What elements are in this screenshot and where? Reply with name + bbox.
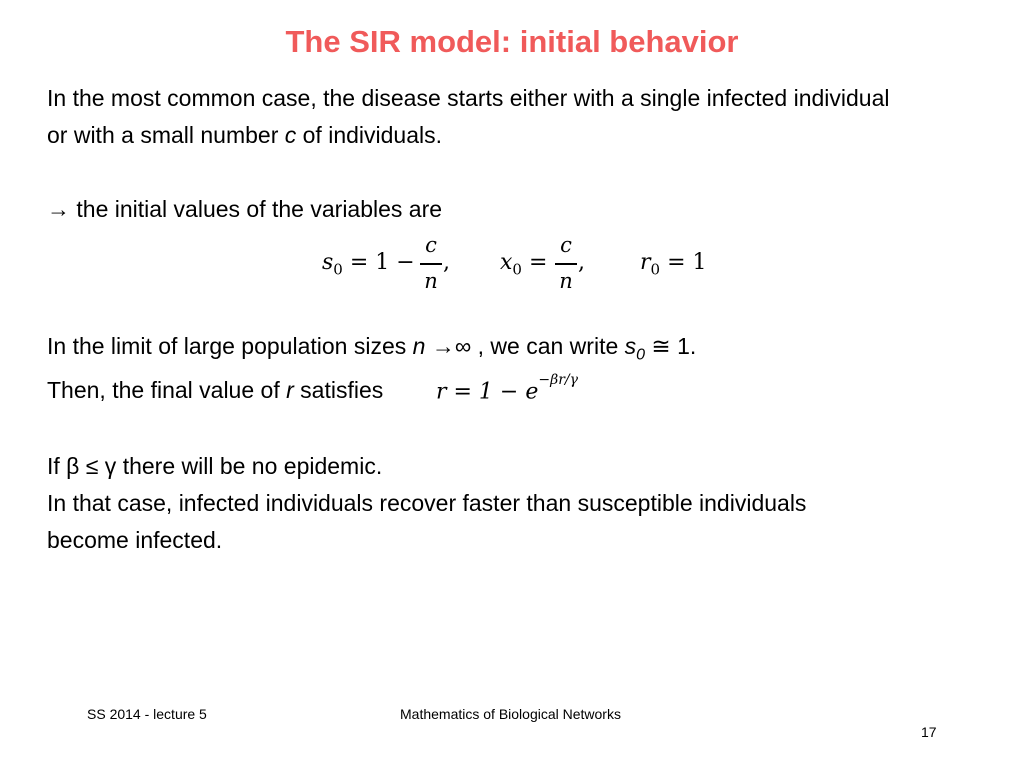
eq1-fraction-bar [420,263,442,265]
variable-n: n [412,333,426,359]
footer-course: Mathematics of Biological Networks [400,706,621,722]
intro-line-1: In the most common case, the disease starts either with a single infected individual [47,85,890,111]
slide-title: The SIR model: initial behavior [285,24,739,59]
eq1-comma: , [443,250,450,275]
eq2-comma: , [578,250,585,275]
equation-r0: $r_0 = 1$ [640,250,707,279]
eq2-lhs: $x_0$ = [500,250,548,279]
variable-c: c [284,122,297,148]
eq2-fraction-bar [555,263,577,265]
eq1-denominator: n [424,269,438,293]
page-number: 17 [921,724,937,740]
eq1-numerator: c [425,233,437,257]
eq2-denominator: n [559,269,573,293]
intro-line-2 [47,117,442,154]
limit-line: In the limit of large population sizes n →∞ , we can write $s_0$ ≅ 1. [47,333,697,364]
final-equation-exponent: −βr/γ [538,372,578,388]
eq2-numerator: c [560,233,572,257]
initial-values-line: → the initial values of the variables are [47,196,443,222]
case-line-2: become infected. [47,527,223,553]
case-line-1: In that case, infected individuals recover faster than susceptible individuals [47,490,807,516]
intro-text-b: of individuals. [296,122,442,148]
footer-lecture: SS 2014 - lecture 5 [87,706,207,722]
variable-r: r [286,377,294,403]
condition-line: If β ≤ γ there will be no epidemic. [47,453,383,479]
intro-text-a: or with a small number [47,122,285,148]
final-value-line: Then, the final value of r satisfies [47,377,384,403]
final-equation: $r = 1 - e^{-\beta r/\gamma}$ [436,372,578,405]
eq1-lhs: $s_0 = 1$ − [322,250,415,279]
variable-s0: $s_0$ [624,333,646,364]
